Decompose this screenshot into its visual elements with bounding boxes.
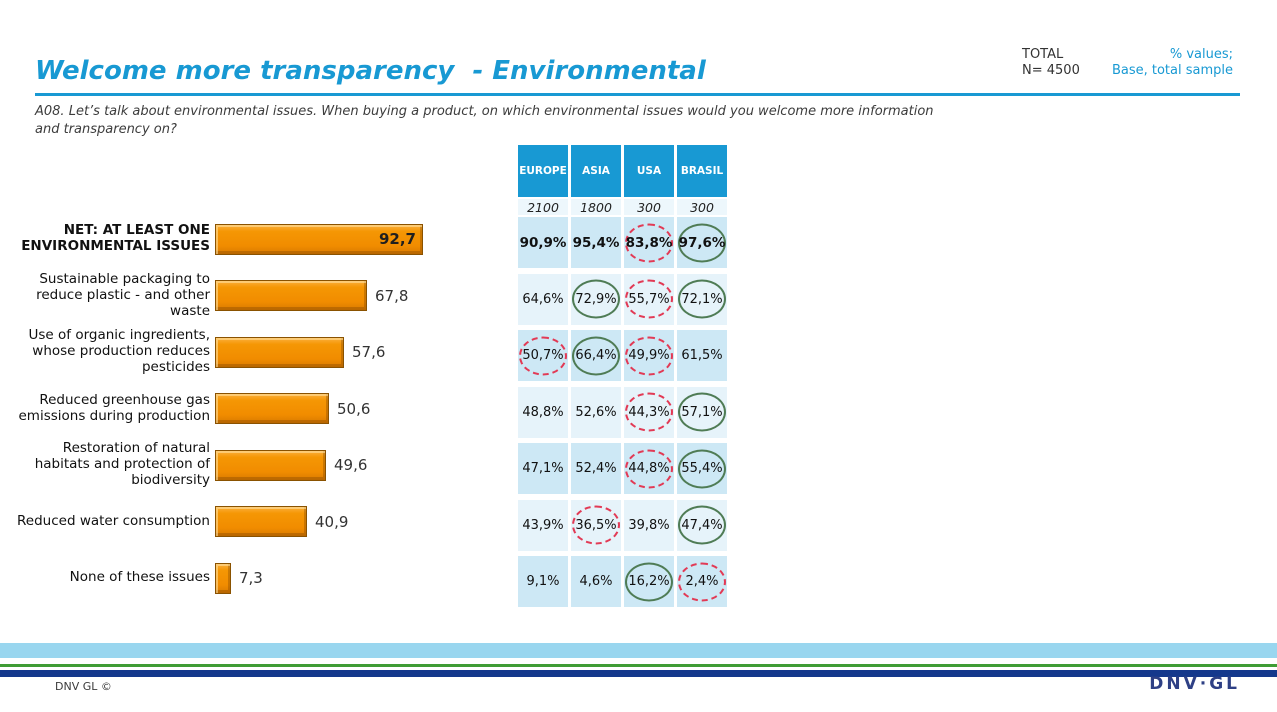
bar-value-label: 57,6	[352, 343, 386, 362]
table-row	[518, 443, 727, 494]
cell-value: 43,9%	[522, 517, 564, 533]
title-underline	[35, 93, 1240, 96]
cell-value: 47,1%	[522, 461, 564, 476]
base-size: 2100	[518, 199, 568, 215]
cell-value: 52,6%	[575, 404, 617, 420]
table-cell	[518, 500, 568, 551]
chart-category-label: Reduced water consumption	[17, 512, 210, 529]
table-cell	[677, 274, 727, 325]
table-row	[518, 387, 727, 438]
table-header-row	[518, 145, 727, 197]
table-cell	[624, 443, 674, 494]
cell-value: 97,6%	[678, 234, 726, 251]
values-note-block	[1112, 47, 1233, 80]
question-text	[35, 103, 934, 139]
table-row	[518, 217, 727, 268]
chart-category-label: Use of organic ingredients, whose production reduces pesticides	[28, 327, 210, 376]
table-row	[518, 500, 727, 551]
cell-value: 4,6%	[579, 574, 613, 589]
chart-category-label: Reduced greenhouse gas emissions during production	[18, 391, 210, 424]
bar-area	[215, 211, 423, 268]
bar-area	[215, 268, 408, 325]
bar-value-label: 67,8	[375, 286, 409, 305]
table-cell	[571, 443, 621, 494]
base-size: 300	[677, 199, 727, 215]
data-table	[518, 145, 727, 607]
column-header: EUROPE	[518, 145, 568, 197]
cell-value: 55,7%	[628, 291, 670, 307]
footer-stripe-lightblue	[0, 643, 1277, 658]
table-cell	[518, 556, 568, 607]
table-cell	[571, 500, 621, 551]
question-line-1: A08. Let’s talk about environmental issues. When buying a product, on which environmental issues would you welcome more information	[35, 104, 934, 119]
chart-row	[10, 437, 510, 494]
table-cell	[571, 556, 621, 607]
bar-value-label: 49,6	[334, 456, 368, 475]
table-cell	[677, 330, 727, 381]
table-cell	[518, 274, 568, 325]
bar	[215, 450, 326, 481]
column-header: USA	[624, 145, 674, 197]
chart-row	[10, 211, 510, 268]
bar-value-label: 92,7	[378, 230, 416, 249]
cell-value: 57,1%	[681, 404, 723, 420]
table-cell	[677, 443, 727, 494]
cell-value: 83,8%	[625, 234, 673, 251]
column-header: BRASIL	[677, 145, 727, 197]
table-row	[518, 556, 727, 607]
chart-category-label: Sustainable packaging to reduce plastic - and other waste	[36, 270, 210, 319]
table-cell	[624, 387, 674, 438]
bar-area	[215, 494, 348, 551]
table-cell	[518, 387, 568, 438]
cell-value: 66,4%	[575, 348, 617, 363]
copyright-text: DNV GL ©	[55, 680, 112, 693]
base-size: 1800	[571, 199, 621, 215]
total-sample-block	[1022, 47, 1080, 80]
table-cell	[518, 443, 568, 494]
table-cell	[624, 330, 674, 381]
cell-value: 72,1%	[681, 291, 723, 307]
table-cell	[624, 556, 674, 607]
cell-value: 90,9%	[519, 234, 567, 251]
table-cell	[624, 217, 674, 268]
bar	[215, 506, 307, 537]
table-cell	[677, 217, 727, 268]
cell-value: 50,7%	[522, 348, 564, 363]
chart-row	[10, 324, 510, 381]
bar-area	[215, 550, 263, 607]
chart-row	[10, 494, 510, 551]
table-cell	[624, 274, 674, 325]
bar-value-label: 50,6	[337, 399, 371, 418]
cell-value: 9,1%	[526, 574, 560, 589]
table-row	[518, 330, 727, 381]
cell-value: 64,6%	[522, 291, 564, 307]
cell-value: 16,2%	[628, 574, 670, 589]
cell-value: 55,4%	[681, 461, 723, 476]
bar	[215, 280, 367, 311]
cell-value: 36,5%	[575, 517, 617, 533]
bar-value-label: 7,3	[239, 569, 263, 588]
cell-value: 44,3%	[628, 404, 670, 420]
cell-value: 48,8%	[522, 404, 564, 420]
total-label: TOTAL	[1022, 47, 1064, 62]
table-cell	[518, 217, 568, 268]
table-cell	[677, 556, 727, 607]
bar-area	[215, 381, 370, 438]
chart-category-label: None of these issues	[69, 569, 210, 586]
cell-value: 95,4%	[572, 234, 620, 251]
bar	[215, 563, 231, 594]
page-title: Welcome more transparency - Environmental	[35, 56, 706, 86]
cell-value: 52,4%	[575, 461, 617, 476]
bar	[215, 393, 329, 424]
chart-row	[10, 550, 510, 607]
cell-value: 2,4%	[685, 574, 719, 589]
table-row	[518, 274, 727, 325]
cell-value: 39,8%	[628, 517, 670, 533]
bar-area	[215, 437, 367, 494]
cell-value: 44,8%	[628, 461, 670, 476]
dnv-gl-logo: DNV·GL	[1149, 674, 1240, 694]
bar	[215, 337, 344, 368]
note-line-1: % values;	[1169, 47, 1233, 62]
table-cell	[571, 387, 621, 438]
footer-stripe-navy	[0, 670, 1277, 677]
column-header: ASIA	[571, 145, 621, 197]
chart-category-label: NET: AT LEAST ONE ENVIRONMENTAL ISSUES	[21, 222, 210, 255]
total-n: N= 4500	[1022, 63, 1080, 79]
table-cell	[518, 330, 568, 381]
table-base-row	[518, 199, 727, 215]
note-line-2: Base, total sample	[1111, 63, 1233, 79]
table-cell	[624, 500, 674, 551]
table-cell	[677, 500, 727, 551]
table-cell	[571, 330, 621, 381]
bar-chart	[10, 211, 510, 607]
table-cell	[571, 274, 621, 325]
cell-value: 49,9%	[628, 348, 670, 363]
chart-category-label: Restoration of natural habitats and protection of biodiversity	[34, 440, 210, 489]
cell-value: 72,9%	[575, 291, 617, 307]
chart-row	[10, 381, 510, 438]
cell-value: 47,4%	[681, 517, 723, 533]
table-cell	[677, 387, 727, 438]
bar-area	[215, 324, 385, 381]
question-line-2: and transparency on?	[35, 122, 177, 138]
footer-stripe-green	[0, 664, 1277, 667]
base-size: 300	[624, 199, 674, 215]
table-cell	[571, 217, 621, 268]
chart-row	[10, 268, 510, 325]
cell-value: 61,5%	[681, 348, 723, 363]
bar-value-label: 40,9	[315, 512, 349, 531]
bar	[215, 224, 423, 255]
